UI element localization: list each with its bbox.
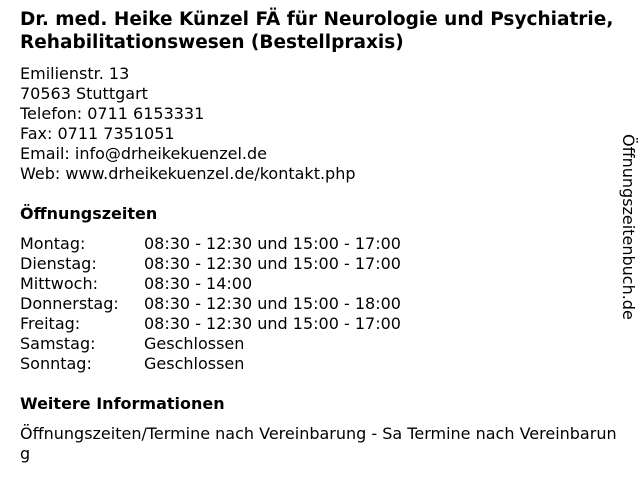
hours-row-friday [20,314,401,334]
day-label: Freitag: [20,314,81,333]
hours-row-saturday [20,334,401,354]
day-label: Samstag: [20,334,96,353]
hours-row-wednesday [20,274,401,294]
day-hours: 08:30 - 12:30 und 15:00 - 17:00 [144,234,401,253]
opening-hours-table [20,234,401,374]
day-label: Donnerstag: [20,294,119,313]
day-hours: 08:30 - 12:30 und 15:00 - 17:00 [144,254,401,273]
day-hours: 08:30 - 14:00 [144,274,253,293]
practice-name: Dr. med. Heike Künzel FÄ für Neurologie und Psychiatrie, Rehabilitationswesen (Bestellpraxis) [20,9,614,53]
day-hours: Geschlossen [144,334,245,353]
day-label: Mittwoch: [20,274,98,293]
hours-row-tuesday [20,254,401,274]
site-watermark: Öffnungszeitenbuch.de [619,134,638,320]
day-hours: Geschlossen [144,354,245,373]
email-address: Email: info@drheikekuenzel.de [20,144,267,163]
hours-row-thursday [20,294,401,314]
website-address: Web: www.drheikekuenzel.de/kontakt.php [20,164,356,183]
contact-block [20,64,356,184]
hours-row-sunday [20,354,401,374]
day-label: Dienstag: [20,254,97,273]
day-label: Montag: [20,234,86,253]
city-postal-code: 70563 Stuttgart [20,84,148,103]
day-hours: 08:30 - 12:30 und 15:00 - 17:00 [144,314,401,333]
more-info-heading: Weitere Informationen [20,394,225,413]
phone-number: Telefon: 0711 6153331 [20,104,205,123]
hours-row-monday [20,234,401,254]
opening-hours-heading: Öffnungszeiten [20,204,158,223]
day-label: Sonntag: [20,354,92,373]
street-address: Emilienstr. 13 [20,64,130,83]
day-hours: 08:30 - 12:30 und 15:00 - 18:00 [144,294,401,313]
fax-number: Fax: 0711 7351051 [20,124,175,143]
more-info-text: Öffnungszeiten/Termine nach Vereinbarung - Sa Termine nach Vereinbarung [20,424,617,463]
